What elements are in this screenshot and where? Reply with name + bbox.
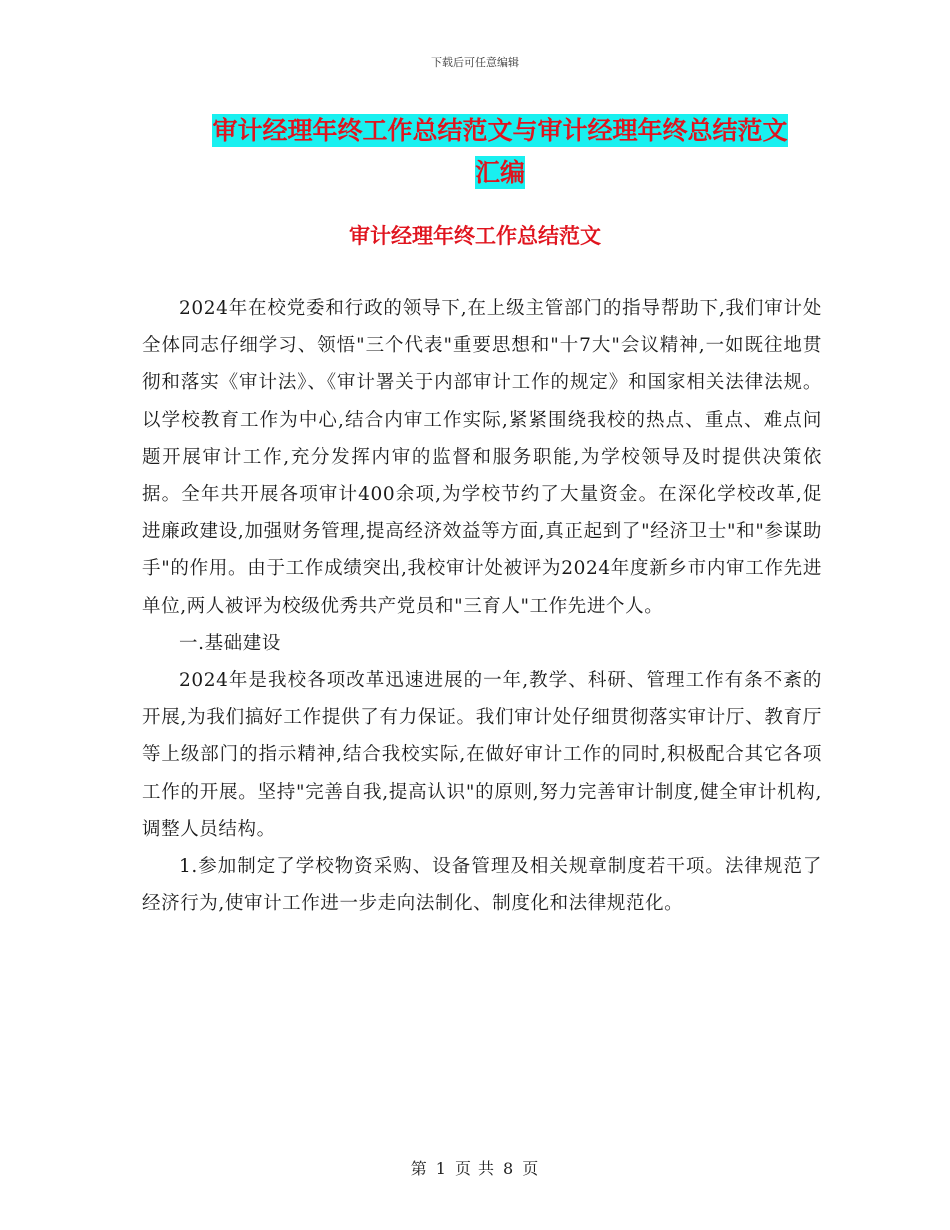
footer-prefix: 第: [410, 1159, 428, 1178]
page-footer: [0, 1156, 950, 1179]
paragraph-item-1: 1.参加制定了学校物资采购、设备管理及相关规章制度若干项。法律规范了经济行为,使审计工作进一步走向法制化、制度化和法律规范化。: [142, 856, 822, 915]
document-title: [180, 110, 820, 194]
heading-basic-construction: 一.基础建设: [179, 632, 281, 654]
footer-mid: 页 共: [454, 1159, 496, 1178]
document-title-line-2: 汇编: [474, 158, 525, 187]
document-body: [142, 290, 822, 922]
section-title: 审计经理年终工作总结范文: [349, 224, 601, 248]
footer-suffix: 页: [522, 1159, 540, 1178]
document-title-line-1: 审计经理年终工作总结范文与审计经理年终总结范文: [212, 116, 788, 145]
footer-page-number: 1: [435, 1159, 447, 1178]
paragraph-basic-construction: 2024年是我校各项改革迅速进展的一年,教学、科研、管理工作有条不紊的开展,为我们搞好工作提供了有力保证。我们审计处仔细贯彻落实审计厅、教育厅等上级部门的指示精神,结合我校实际,在做好审计工作的同时,积极配合其它各项工作的开展。坚持"完善自我,提高认识"的原则,努力完善审计制度,健全审计机构,调整人员结构。: [142, 670, 822, 840]
footer-total-pages: 8: [503, 1159, 515, 1178]
paragraph-intro: 2024年在校党委和行政的领导下,在上级主管部门的指导帮助下,我们审计处全体同志仔细学习、领悟"三个代表"重要思想和"十7大"会议精神,一如既往地贯彻和落实《审计法》、《审计署关于内部审计工作的规定》和国家相关法律法规。以学校教育工作为中心,结合内审工作实际,紧紧围绕我校的热点、重点、难点问题开展审计工作,充分发挥内审的监督和服务职能,为学校领导及时提供决策依据。全年共开展各项审计400余项,为学校节约了大量资金。在深化学校改革,促进廉政建设,加强财务管理,提高经济效益等方面,真正起到了"经济卫士"和"参谋助手"的作用。由于工作成绩突出,我校审计处被评为2024年度新乡市内审工作先进单位,两人被评为校级优秀共产党员和"三育人"工作先进个人。: [142, 298, 822, 617]
header-note: 下载后可任意编辑: [431, 56, 519, 69]
